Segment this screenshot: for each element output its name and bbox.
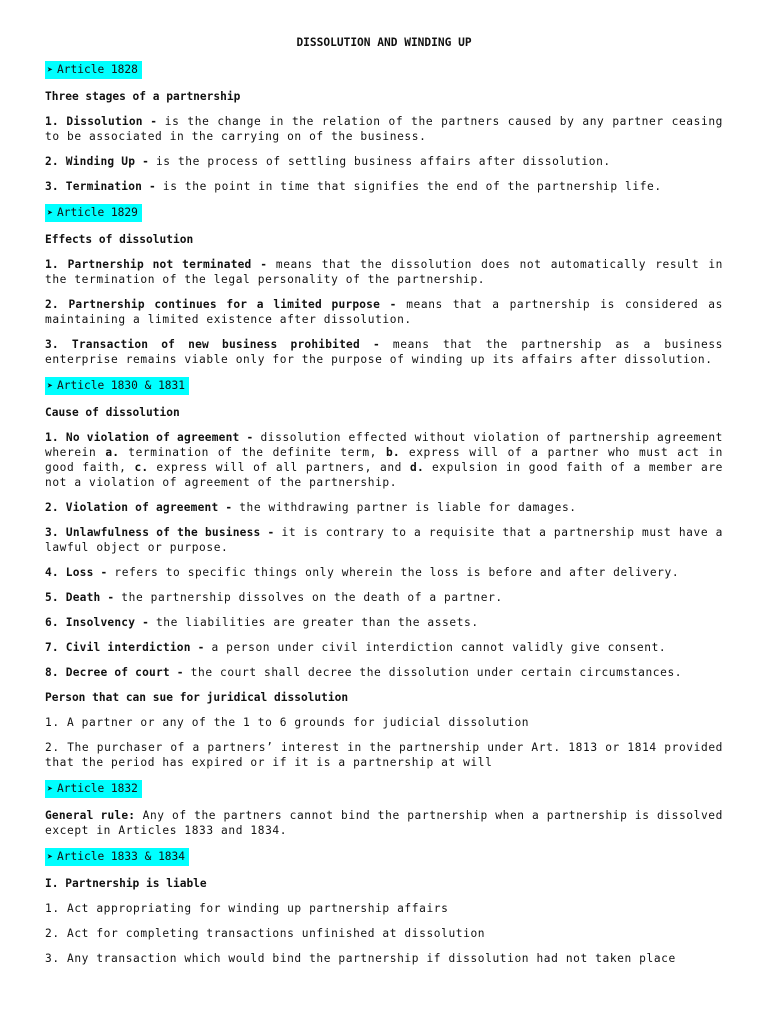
item-text: the withdrawing partner is liable for damages. [239, 501, 577, 514]
item-term: 5. Death - [45, 591, 122, 604]
item-text: is the process of settling business affairs after dissolution. [155, 155, 611, 168]
item-term: 2. Violation of agreement - [45, 501, 240, 514]
item-text: the partnership dissolves on the death of a partner. [121, 591, 503, 604]
item-text: the liabilities are greater than the assets. [155, 616, 479, 629]
arrow-bullet-icon: ➤ [47, 784, 54, 795]
item-text: is the point in time that signifies the end of the partnership life. [162, 180, 662, 193]
article-label: Article 1828 [57, 63, 138, 76]
list-item [45, 337, 723, 367]
item-term: 7. Civil interdiction - [45, 641, 212, 654]
list-item [45, 590, 723, 605]
list-item [45, 565, 723, 580]
item-text: means that a partnership is considered as maintaining a limited existence after dissolution. [45, 298, 723, 326]
list-item [45, 500, 723, 515]
article-label: Article 1833 & 1834 [57, 850, 186, 863]
list-item [45, 430, 723, 490]
list-item: 1. A partner or any of the 1 to 6 grounds for judicial dissolution [45, 716, 530, 729]
article-1833-1834-highlight [45, 848, 189, 866]
list-item [45, 615, 723, 630]
section-heading: Cause of dissolution [45, 406, 180, 419]
item-term: 4. Loss - [45, 566, 115, 579]
article-label: Article 1832 [57, 782, 138, 795]
item-text: express will of a partner who must act in good faith, [45, 446, 723, 474]
item-text: Any of the partners cannot bind the partnership when a partnership is dissolved except in Articles 1833 and 1834. [45, 809, 723, 837]
article-1832-highlight [45, 780, 142, 798]
item-text: it is contrary to a requisite that a partnership must have a lawful object or purpose. [45, 526, 723, 554]
item-term: 1. No violation of agreement - [45, 431, 261, 444]
item-text: refers to specific things only wherein the loss is before and after delivery. [114, 566, 680, 579]
sub-letter: d. [410, 461, 424, 474]
item-text: expulsion in good faith of a member are not a violation of agreement of the partnership. [45, 461, 723, 489]
section-heading: Person that can sue for juridical dissolution [45, 691, 349, 704]
item-term: General rule: [45, 809, 136, 822]
arrow-bullet-icon: ➤ [47, 852, 54, 863]
list-item: 1. Act appropriating for winding up partnership affairs [45, 902, 449, 915]
item-term: 1. Partnership not terminated - [45, 258, 276, 271]
item-term: 2. Partnership continues for a limited purpose - [45, 298, 407, 311]
item-term: 2. Winding Up - [45, 155, 156, 168]
item-text: dissolution effected without violation of partnership agreement wherein [45, 431, 723, 459]
arrow-bullet-icon: ➤ [47, 65, 54, 76]
list-item: 2. Act for completing transactions unfinished at dissolution [45, 927, 486, 940]
article-1829-highlight [45, 204, 142, 222]
item-term: 1. Dissolution - [45, 115, 165, 128]
list-item [45, 297, 723, 327]
section-heading: Effects of dissolution [45, 233, 194, 246]
article-label: Article 1830 & 1831 [57, 379, 186, 392]
item-text: means that the partnership as a business enterprise remains viable only for the purpose of winding up its affairs after dissolution. [45, 338, 723, 366]
list-item [45, 257, 723, 287]
item-text: a person under civil interdiction cannot validly give consent. [211, 641, 667, 654]
list-item [45, 179, 723, 194]
sub-letter: a. [105, 446, 120, 459]
list-item [45, 114, 723, 144]
item-term: 3. Unlawfulness of the business - [45, 526, 282, 539]
item-text: the court shall decree the dissolution under certain circumstances. [190, 666, 683, 679]
section-heading: I. Partnership is liable [45, 877, 207, 890]
item-term: 3. Termination - [45, 180, 163, 193]
list-item: 3. Any transaction which would bind the partnership if dissolution had not taken place [45, 952, 676, 965]
sub-letter: b. [386, 446, 400, 459]
section-heading: Three stages of a partnership [45, 90, 241, 103]
list-item [45, 525, 723, 555]
item-term: 8. Decree of court - [45, 666, 191, 679]
document-title: DISSOLUTION AND WINDING UP [296, 36, 472, 49]
list-item [45, 665, 723, 680]
arrow-bullet-icon: ➤ [47, 381, 54, 392]
list-item [45, 154, 723, 169]
arrow-bullet-icon: ➤ [47, 208, 54, 219]
item-text: express will of all partners, and [148, 461, 411, 474]
item-text: is the change in the relation of the partners caused by any partner ceasing to be associated in the carrying on of the business. [45, 115, 723, 143]
article-label: Article 1829 [57, 206, 138, 219]
item-text: means that the dissolution does not automatically result in the termination of the legal personality of the partnership. [45, 258, 723, 286]
list-item: 2. The purchaser of a partners’ interest in the partnership under Art. 1813 or 1814 provided that the period has expired or if it is a partnership at will [45, 741, 723, 769]
general-rule-paragraph [45, 808, 723, 838]
item-term: 6. Insolvency - [45, 616, 156, 629]
article-1830-1831-highlight [45, 377, 189, 395]
item-term: 3. Transaction of new business prohibited - [45, 338, 393, 351]
article-1828-highlight [45, 61, 142, 79]
item-text: termination of the definite term, [119, 446, 386, 459]
sub-letter: c. [134, 461, 149, 474]
list-item [45, 640, 723, 655]
